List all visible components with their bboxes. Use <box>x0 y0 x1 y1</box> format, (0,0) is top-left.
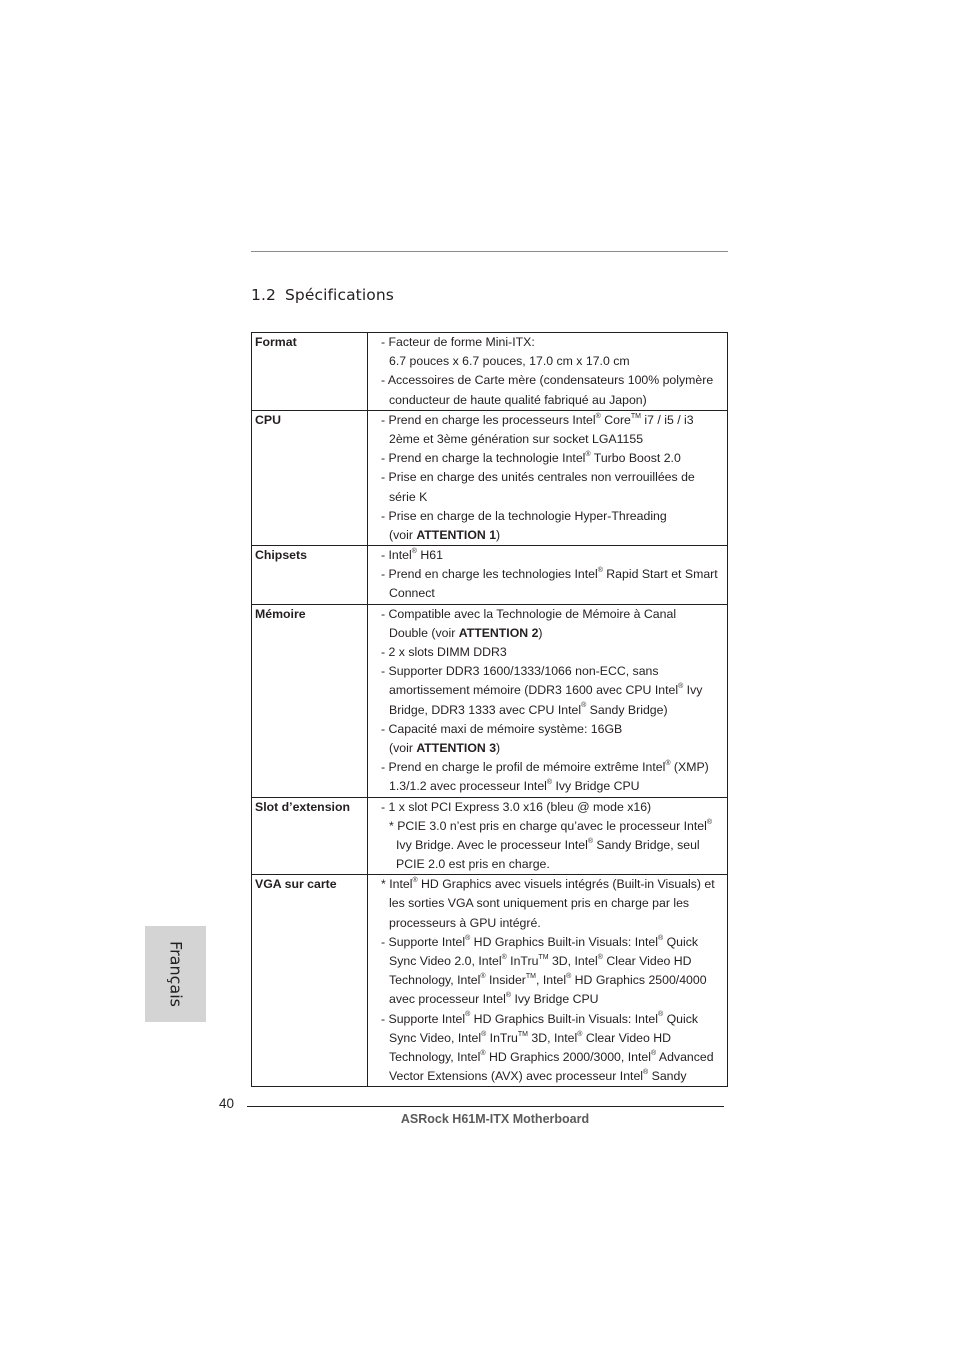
spec-row <box>252 875 728 1087</box>
spec-line: avec processeur Intel® Ivy Bridge CPU <box>389 992 599 1007</box>
spec-line: les sorties VGA sont uniquement pris en charge par les <box>389 896 690 911</box>
spec-line: amortissement mémoire (DDR3 1600 avec CPU Intel® Ivy <box>389 683 703 698</box>
footer-rule <box>247 1106 724 1107</box>
section-number: 1.2 <box>251 286 276 304</box>
spec-line: processeurs à GPU intégré. <box>389 915 541 930</box>
spec-line: * PCIE 3.0 n’est pris en charge qu’avec le processeur Intel® <box>389 818 713 833</box>
page-number: 40 <box>219 1096 235 1111</box>
spec-label: VGA sur carte <box>252 875 368 1087</box>
spec-line: - Intel® H61 <box>381 547 443 563</box>
footer-text: ASRock H61M-ITX Motherboard <box>400 1112 590 1126</box>
spec-line: - Prend en charge la technologie Intel® Turbo Boost 2.0 <box>381 451 681 466</box>
spec-content <box>368 333 728 411</box>
spec-line: - Prend en charge les technologies Intel® Rapid Start et Smart <box>381 567 718 582</box>
spec-line: - Prise en charge de la technologie Hyper-Threading <box>381 508 667 523</box>
spec-line: Technology, Intel® Insider™, Intel® HD Graphics 2500/4000 <box>389 973 707 988</box>
header-rule <box>251 251 728 252</box>
spec-row <box>252 333 728 411</box>
spec-line: - Capacité maxi de mémoire système: 16GB <box>381 721 623 736</box>
spec-line: 6.7 pouces x 6.7 pouces, 17.0 cm x 17.0 cm <box>389 354 630 369</box>
spec-row <box>252 604 728 797</box>
spec-content <box>368 546 728 605</box>
language-label: Français <box>166 941 185 1007</box>
spec-label: Format <box>252 333 368 411</box>
spec-label: Chipsets <box>252 546 368 605</box>
spec-content <box>368 797 728 875</box>
spec-line: - Supporter DDR3 1600/1333/1066 non-ECC, sans <box>381 664 659 679</box>
spec-line: - Supporte Intel® HD Graphics Built-in Visuals: Intel® Quick <box>381 1011 699 1026</box>
spec-line: - Prend en charge les processeurs Intel® Core™ i7 / i5 / i3 <box>381 412 694 427</box>
spec-line: Double (voir ATTENTION 2) <box>389 625 543 640</box>
spec-line: Technology, Intel® HD Graphics 2000/3000, Intel® Advanced <box>389 1049 714 1064</box>
spec-line: - Facteur de forme Mini-ITX: <box>381 335 535 349</box>
spec-line: - Prend en charge le profil de mémoire extrême Intel® (XMP) <box>381 760 709 775</box>
spec-line: série K <box>389 489 428 504</box>
spec-line: Sync Video 2.0, Intel® InTru™ 3D, Intel® Clear Video HD <box>389 953 692 968</box>
spec-content <box>368 604 728 797</box>
section-heading <box>251 286 394 304</box>
spec-label: CPU <box>252 410 368 545</box>
spec-label: Mémoire <box>252 604 368 797</box>
specifications-table <box>251 332 728 1087</box>
spec-row <box>252 797 728 875</box>
spec-content <box>368 410 728 545</box>
spec-line: (voir ATTENTION 3) <box>389 740 501 755</box>
spec-line: - 1 x slot PCI Express 3.0 x16 (bleu @ mode x16) <box>381 799 652 814</box>
spec-line: - Prise en charge des unités centrales non verrouillées de <box>381 470 695 485</box>
spec-line: 1.3/1.2 avec processeur Intel® Ivy Bridge CPU <box>389 779 640 794</box>
spec-label: Slot d’extension <box>252 797 368 875</box>
spec-line: - Accessoires de Carte mère (condensateurs 100% polymère <box>381 373 714 388</box>
spec-line: (voir ATTENTION 1) <box>389 527 501 542</box>
spec-line: Bridge, DDR3 1333 avec CPU Intel® Sandy Bridge) <box>389 702 668 717</box>
spec-line: - Compatible avec la Technologie de Mémoire à Canal <box>381 606 677 621</box>
spec-content <box>368 875 728 1087</box>
spec-line: conducteur de haute qualité fabriqué au Japon) <box>389 392 647 407</box>
spec-line: - 2 x slots DIMM DDR3 <box>381 645 507 659</box>
section-title: Spécifications <box>284 286 394 304</box>
spec-line: Connect <box>389 586 435 601</box>
spec-line: Sync Video, Intel® InTru™ 3D, Intel® Clear Video HD <box>389 1030 672 1045</box>
specifications-table-body <box>252 333 728 1087</box>
spec-line: PCIE 2.0 est pris en charge. <box>396 857 550 872</box>
spec-line: - Supporte Intel® HD Graphics Built-in Visuals: Intel® Quick <box>381 934 699 949</box>
spec-row <box>252 410 728 545</box>
spec-line: * Intel® HD Graphics avec visuels intégrés (Built-in Visuals) et <box>381 877 715 892</box>
spec-row <box>252 546 728 605</box>
spec-line: Vector Extensions (AVX) avec processeur Intel® Sandy <box>389 1069 687 1084</box>
language-side-tab <box>145 926 206 1022</box>
spec-line: Ivy Bridge. Avec le processeur Intel® Sandy Bridge, seul <box>396 837 700 852</box>
spec-line: 2ème et 3ème génération sur socket LGA1155 <box>389 431 644 446</box>
